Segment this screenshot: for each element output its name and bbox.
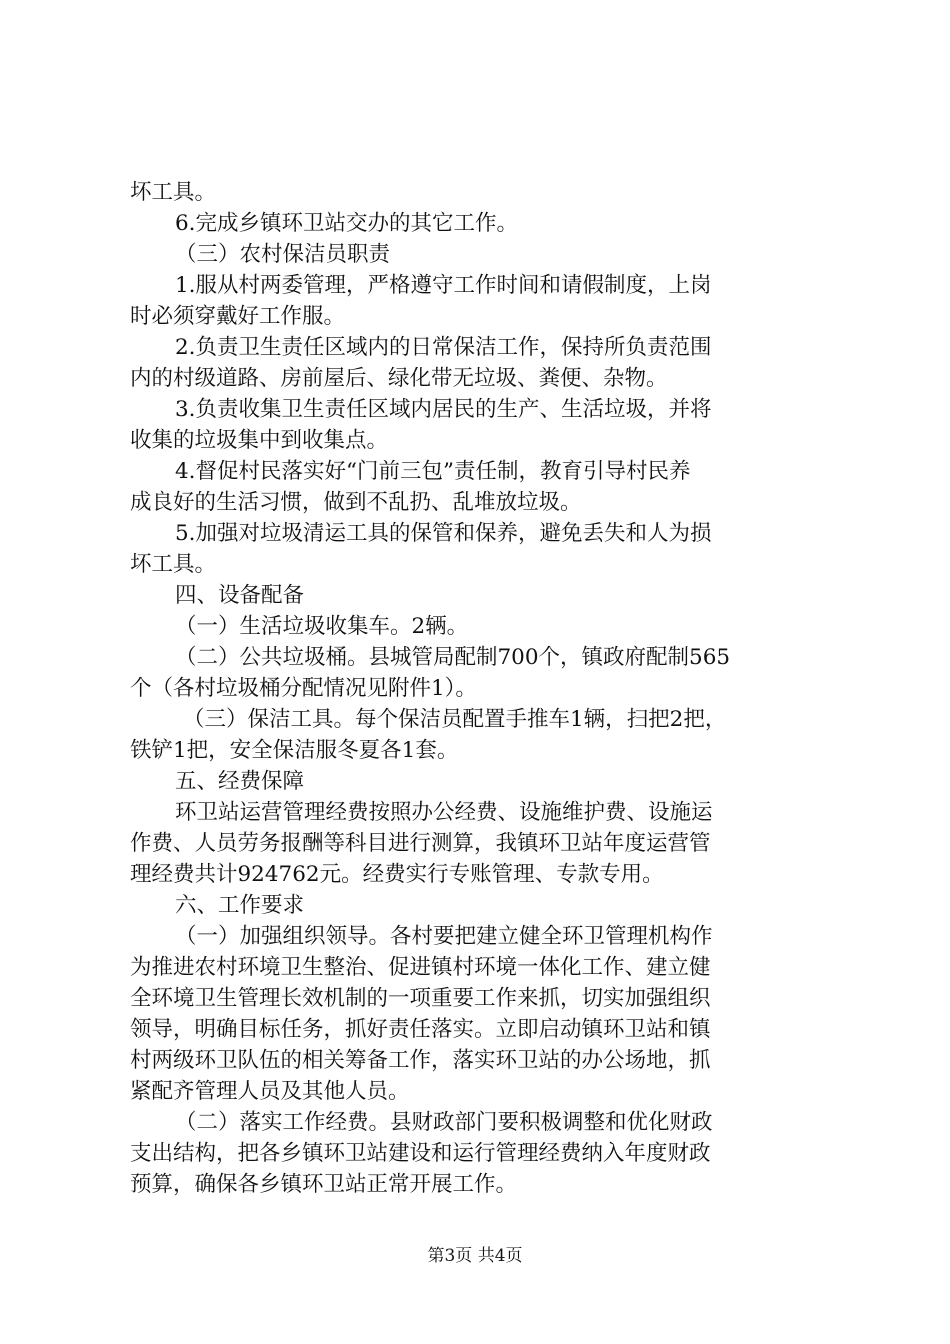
- text-line: （三）农村保洁员职责: [175, 242, 391, 267]
- text-line: 4.督促村民落实好“门前三包”责任制，教育引导村民养: [175, 459, 691, 484]
- text-line: （一）加强组织领导。各村要把建立健全环卫管理机构作: [175, 924, 713, 949]
- text-line: 成良好的生活习惯，做到不乱扔、乱堆放垃圾。: [130, 490, 582, 515]
- text-line: 村两级环卫队伍的相关筹备工作，落实环卫站的办公场地，抓: [130, 1048, 711, 1073]
- text-line: 全环境卫生管理长效机制的一项重要工作来抓，切实加强组织: [130, 986, 711, 1011]
- text-line: 5.加强对垃圾清运工具的保管和保养，避免丢失和人为损: [175, 521, 712, 546]
- text-line: 理经费共计924762元。经费实行专账管理、专款专用。: [130, 862, 664, 887]
- text-line: 个（各村垃圾桶分配情况见附件1）。: [130, 676, 477, 701]
- text-line: 坏工具。: [130, 552, 217, 577]
- text-line: 支出结构，把各乡镇环卫站建设和运行管理经费纳入年度财政: [130, 1141, 711, 1166]
- text-line: 作费、人员劳务报酬等科目进行测算，我镇环卫站年度运营管: [130, 831, 711, 856]
- text-line: 内的村级道路、房前屋后、绿化带无垃圾、粪便、杂物。: [130, 366, 668, 391]
- text-line: 紧配齐管理人员及其他人员。: [130, 1079, 410, 1104]
- text-line: （一）生活垃圾收集车。2辆。: [175, 614, 469, 639]
- text-line: 3.负责收集卫生责任区域内居民的生产、生活垃圾，并将: [175, 397, 712, 422]
- text-line: （二）落实工作经费。县财政部门要积极调整和优化财政: [175, 1110, 713, 1135]
- text-line: 环卫站运营管理经费按照办公经费、设施维护费、设施运: [175, 800, 713, 825]
- page-footer: 第3页 共4页: [427, 1246, 523, 1266]
- text-line: 2.负责卫生责任区域内的日常保洁工作，保持所负责范围: [175, 335, 712, 360]
- text-line: （二）公共垃圾桶。县城管局配制700个，镇政府配制565: [175, 645, 731, 670]
- section-heading: 四、设备配备: [175, 583, 305, 608]
- text-line: 铁铲1把，安全保洁服冬夏各1套。: [130, 738, 459, 763]
- text-line: 6.完成乡镇环卫站交办的其它工作。: [175, 211, 519, 236]
- text-line: 为推进农村环境卫生整治、促进镇村环境一体化工作、建立健: [130, 955, 711, 980]
- section-heading: 五、经费保障: [175, 769, 305, 794]
- text-line: 坏工具。: [130, 180, 217, 205]
- text-line: （三）保洁工具。每个保洁员配置手推车1辆，扫把2把，: [183, 707, 727, 732]
- text-line: 时必须穿戴好工作服。: [130, 304, 346, 329]
- text-line: 1.服从村两委管理，严格遵守工作时间和请假制度，上岗: [175, 273, 712, 298]
- text-line: 预算，确保各乡镇环卫站正常开展工作。: [130, 1172, 518, 1197]
- section-heading: 六、工作要求: [175, 893, 305, 918]
- text-line: 领导，明确目标任务，抓好责任落实。立即启动镇环卫站和镇: [130, 1017, 711, 1042]
- text-line: 收集的垃圾集中到收集点。: [130, 428, 389, 453]
